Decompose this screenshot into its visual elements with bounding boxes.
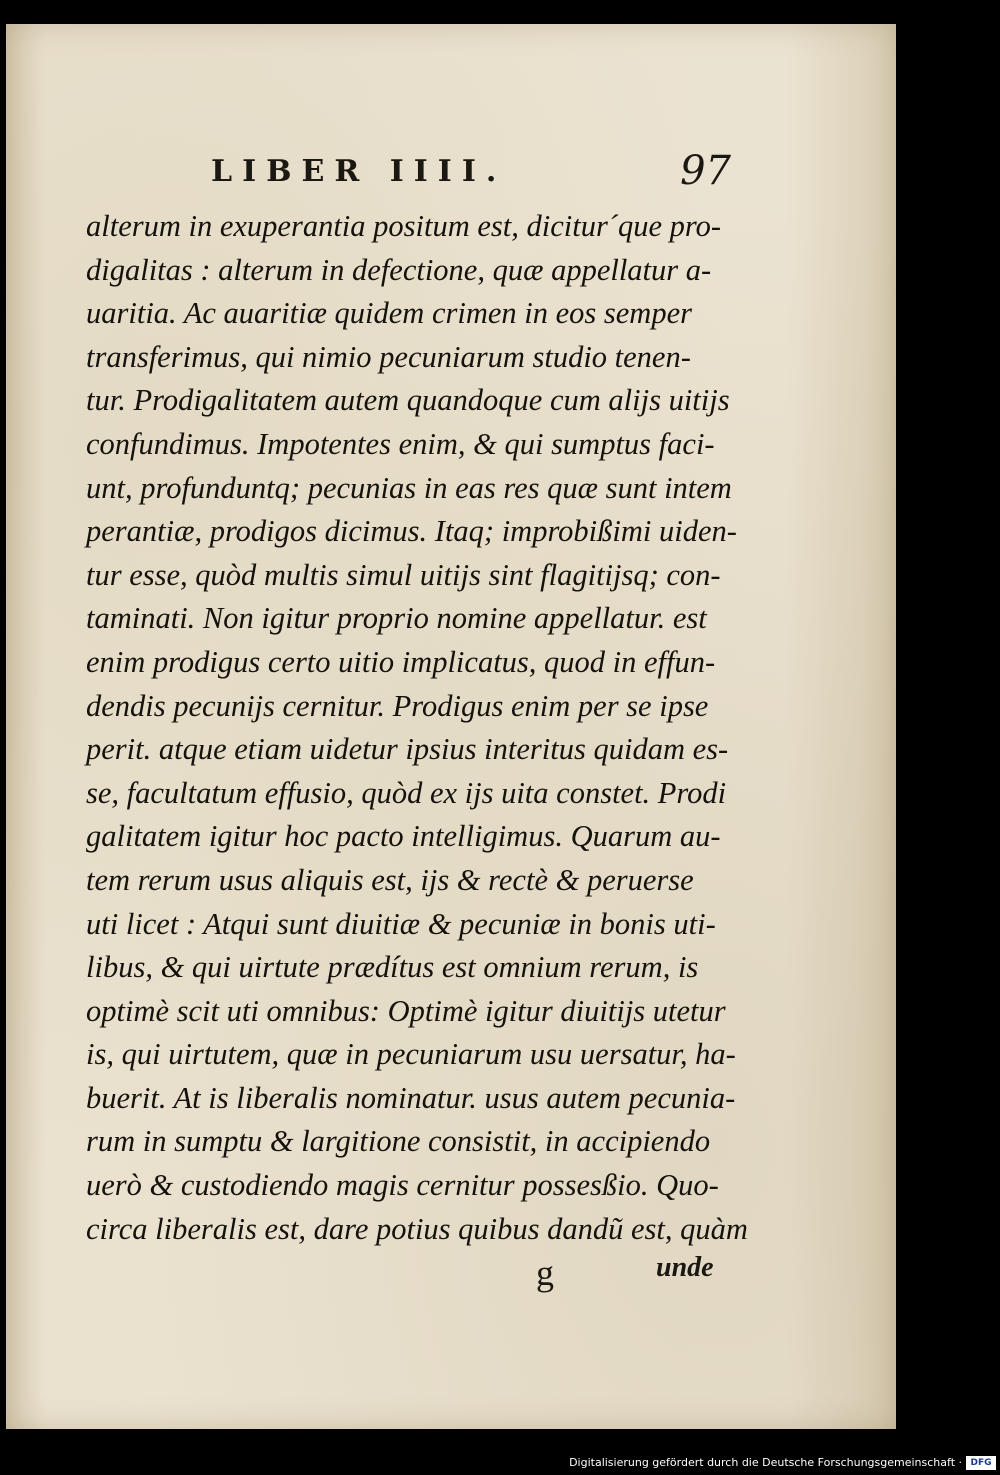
page-number: 97 <box>680 148 731 194</box>
text-line: uti licet : Atqui sunt diuitiæ & pecuniæ in bonis uti- <box>86 906 716 941</box>
credit-bar <box>0 1447 1000 1475</box>
text-line: uaritia. Ac auaritiæ quidem crimen in eos semper <box>86 296 692 331</box>
text-line: uerò & custodiendo magis cernitur possesßio. Quo- <box>86 1168 719 1203</box>
body-text <box>86 205 748 1251</box>
text-line: tur esse, quòd multis simul uitijs sint flagitijsq; con- <box>86 557 721 592</box>
page-header <box>211 148 731 202</box>
text-line: se, facultatum effusio, quòd ex ijs uita constet. Prodi <box>86 775 727 810</box>
text-line: libus, & qui uirtute prædítus est omnium rerum, is <box>86 950 699 985</box>
funding-credit: Digitalisierung gefördert durch die Deutsche Forschungsgemeinschaft · <box>569 1456 962 1469</box>
text-line: enim prodigus certo uitio implicatus, quod in effun- <box>86 644 716 679</box>
running-head: LIBER IIII. <box>211 154 507 189</box>
text-line: galitatem igitur hoc pacto intelligimus. Quarum au- <box>86 819 721 854</box>
dfg-logo: DFG <box>966 1456 996 1470</box>
text-line: perit. atque etiam uidetur ipsius interitus quidam es- <box>86 732 729 767</box>
text-line: taminati. Non igitur proprio nomine appellatur. est <box>86 601 707 636</box>
text-line: is, qui uirtutem, quæ in pecuniarum usu uersatur, ha- <box>86 1037 736 1072</box>
text-line: perantiæ, prodigos dicimus. Itaq; improbißimi uiden- <box>86 514 737 549</box>
catchword: unde <box>656 1252 714 1283</box>
text-line: circa liberalis est, dare potius quibus dandũ est, quàm <box>86 1211 748 1246</box>
text-line: confundimus. Impotentes enim, & qui sumptus faci- <box>86 426 715 461</box>
text-line: tem rerum usus aliquis est, ijs & rectè & peruerse <box>86 862 694 897</box>
text-line: buerit. At is liberalis nominatur. usus autem pecunia- <box>86 1080 736 1115</box>
text-line: dendis pecunijs cernitur. Prodigus enim per se ipse <box>86 688 709 723</box>
text-line: optimè scit uti omnibus: Optimè igitur diuitijs utetur <box>86 993 726 1028</box>
text-line: unt, profunduntq; pecunias in eas res quæ sunt intem <box>86 470 732 505</box>
text-line: rum in sumptu & largitione consistit, in accipiendo <box>86 1124 711 1159</box>
text-line: digalitas : alterum in defectione, quæ appellatur a- <box>86 252 712 287</box>
text-line: tur. Prodigalitatem autem quandoque cum alijs uitijs <box>86 383 730 418</box>
signature-mark: g <box>536 1253 554 1293</box>
text-line: alterum in exuperantia positum est, dicitur´que pro- <box>86 209 722 243</box>
book-page <box>6 24 896 1429</box>
text-line: transferimus, qui nimio pecuniarum studio tenen- <box>86 339 691 374</box>
